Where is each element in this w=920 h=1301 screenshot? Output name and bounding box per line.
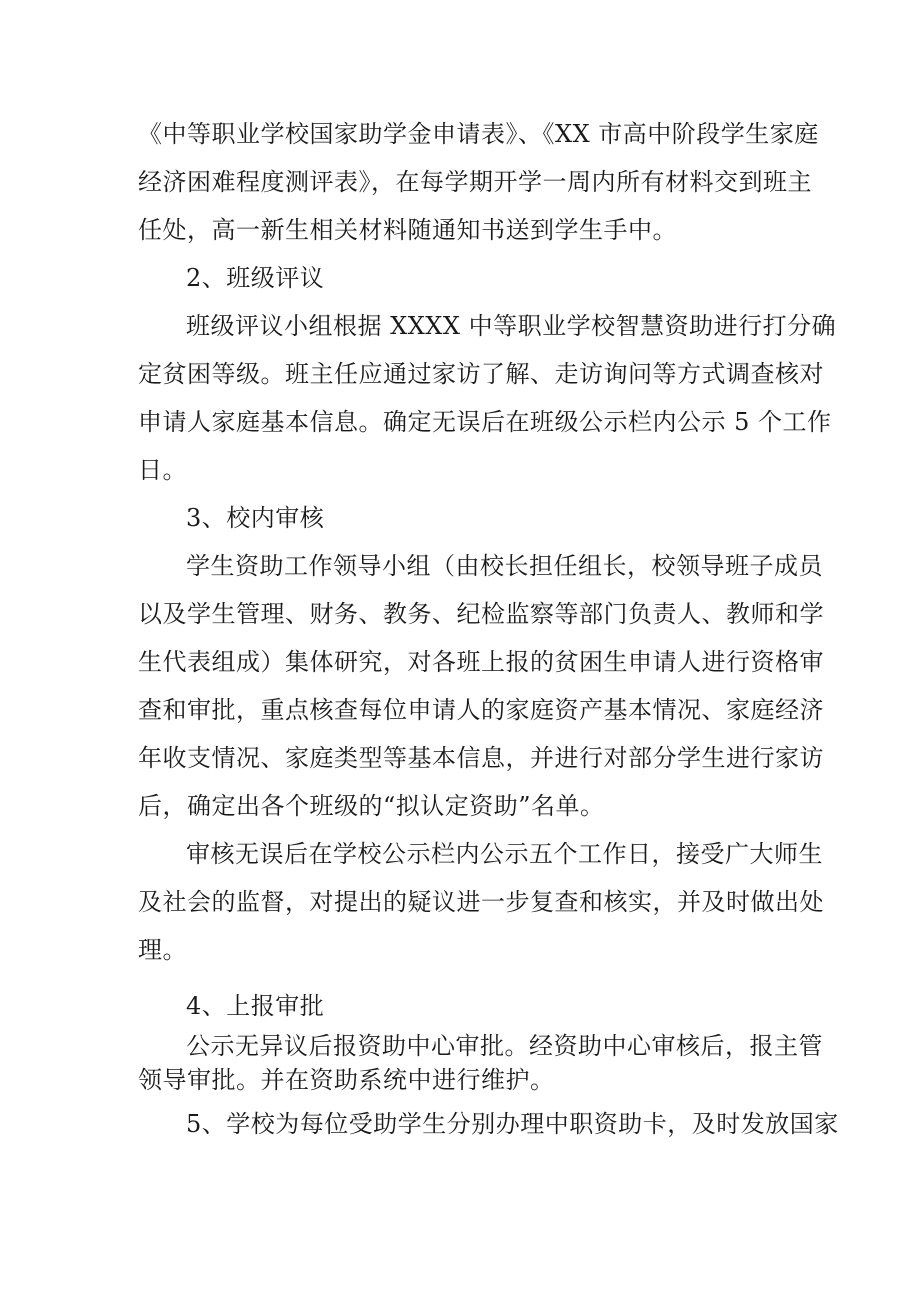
paragraph-line: 领导审批。并在资助系统中进行维护。: [138, 1066, 555, 1094]
paragraph-line: 任处，高一新生相关材料随通知书送到学生手中。: [138, 216, 677, 244]
paragraph-line: 审核无误后在学校公示栏内公示五个工作日，接受广大师生: [186, 840, 823, 868]
section-heading: 3、校内审核: [186, 504, 325, 532]
paragraph-line: 公示无异议后报资助中心审批。经资助中心审核后，报主管: [186, 1032, 823, 1060]
paragraph-line: 及社会的监督，对提出的疑议进一步复查和核实，并及时做出处: [138, 888, 824, 916]
paragraph-line: 申请人家庭基本信息。确定无误后在班级公示栏内公示 5 个工作: [138, 408, 832, 436]
paragraph-line: 学生资助工作领导小组（由校长担任组长，校领导班子成员: [186, 552, 823, 580]
paragraph-line: 理。: [138, 936, 187, 964]
paragraph-line: 生代表组成）集体研究，对各班上报的贫困生申请人进行资格审: [138, 648, 824, 676]
paragraph-line: 经济困难程度测评表》，在每学期开学一周内所有材料交到班主: [138, 168, 812, 196]
paragraph-line: 《中等职业学校国家助学金申请表》、《XX 市高中阶段学生家庭: [138, 120, 819, 148]
paragraph-line: 日。: [138, 456, 187, 484]
section-heading: 2、班级评议: [186, 264, 325, 292]
paragraph-line: 班级评议小组根据 XXXX 中等职业学校智慧资助进行打分确: [186, 312, 837, 340]
paragraph-line: 年收支情况、家庭类型等基本信息，并进行对部分学生进行家访: [138, 744, 824, 772]
paragraph-line: 后，确定出各个班级的“拟认定资助”名单。: [138, 792, 605, 820]
paragraph-line: 以及学生管理、财务、教务、纪检监察等部门负责人、教师和学: [138, 600, 824, 628]
section-heading: 4、上报审批: [186, 992, 325, 1020]
paragraph-line: 5、学校为每位受助学生分别办理中职资助卡，及时发放国家: [186, 1110, 839, 1138]
paragraph-line: 查和审批，重点核查每位申请人的家庭资产基本情况、家庭经济: [138, 696, 824, 724]
paragraph-line: 定贫困等级。班主任应通过家访了解、走访询问等方式调查核对: [138, 360, 824, 388]
